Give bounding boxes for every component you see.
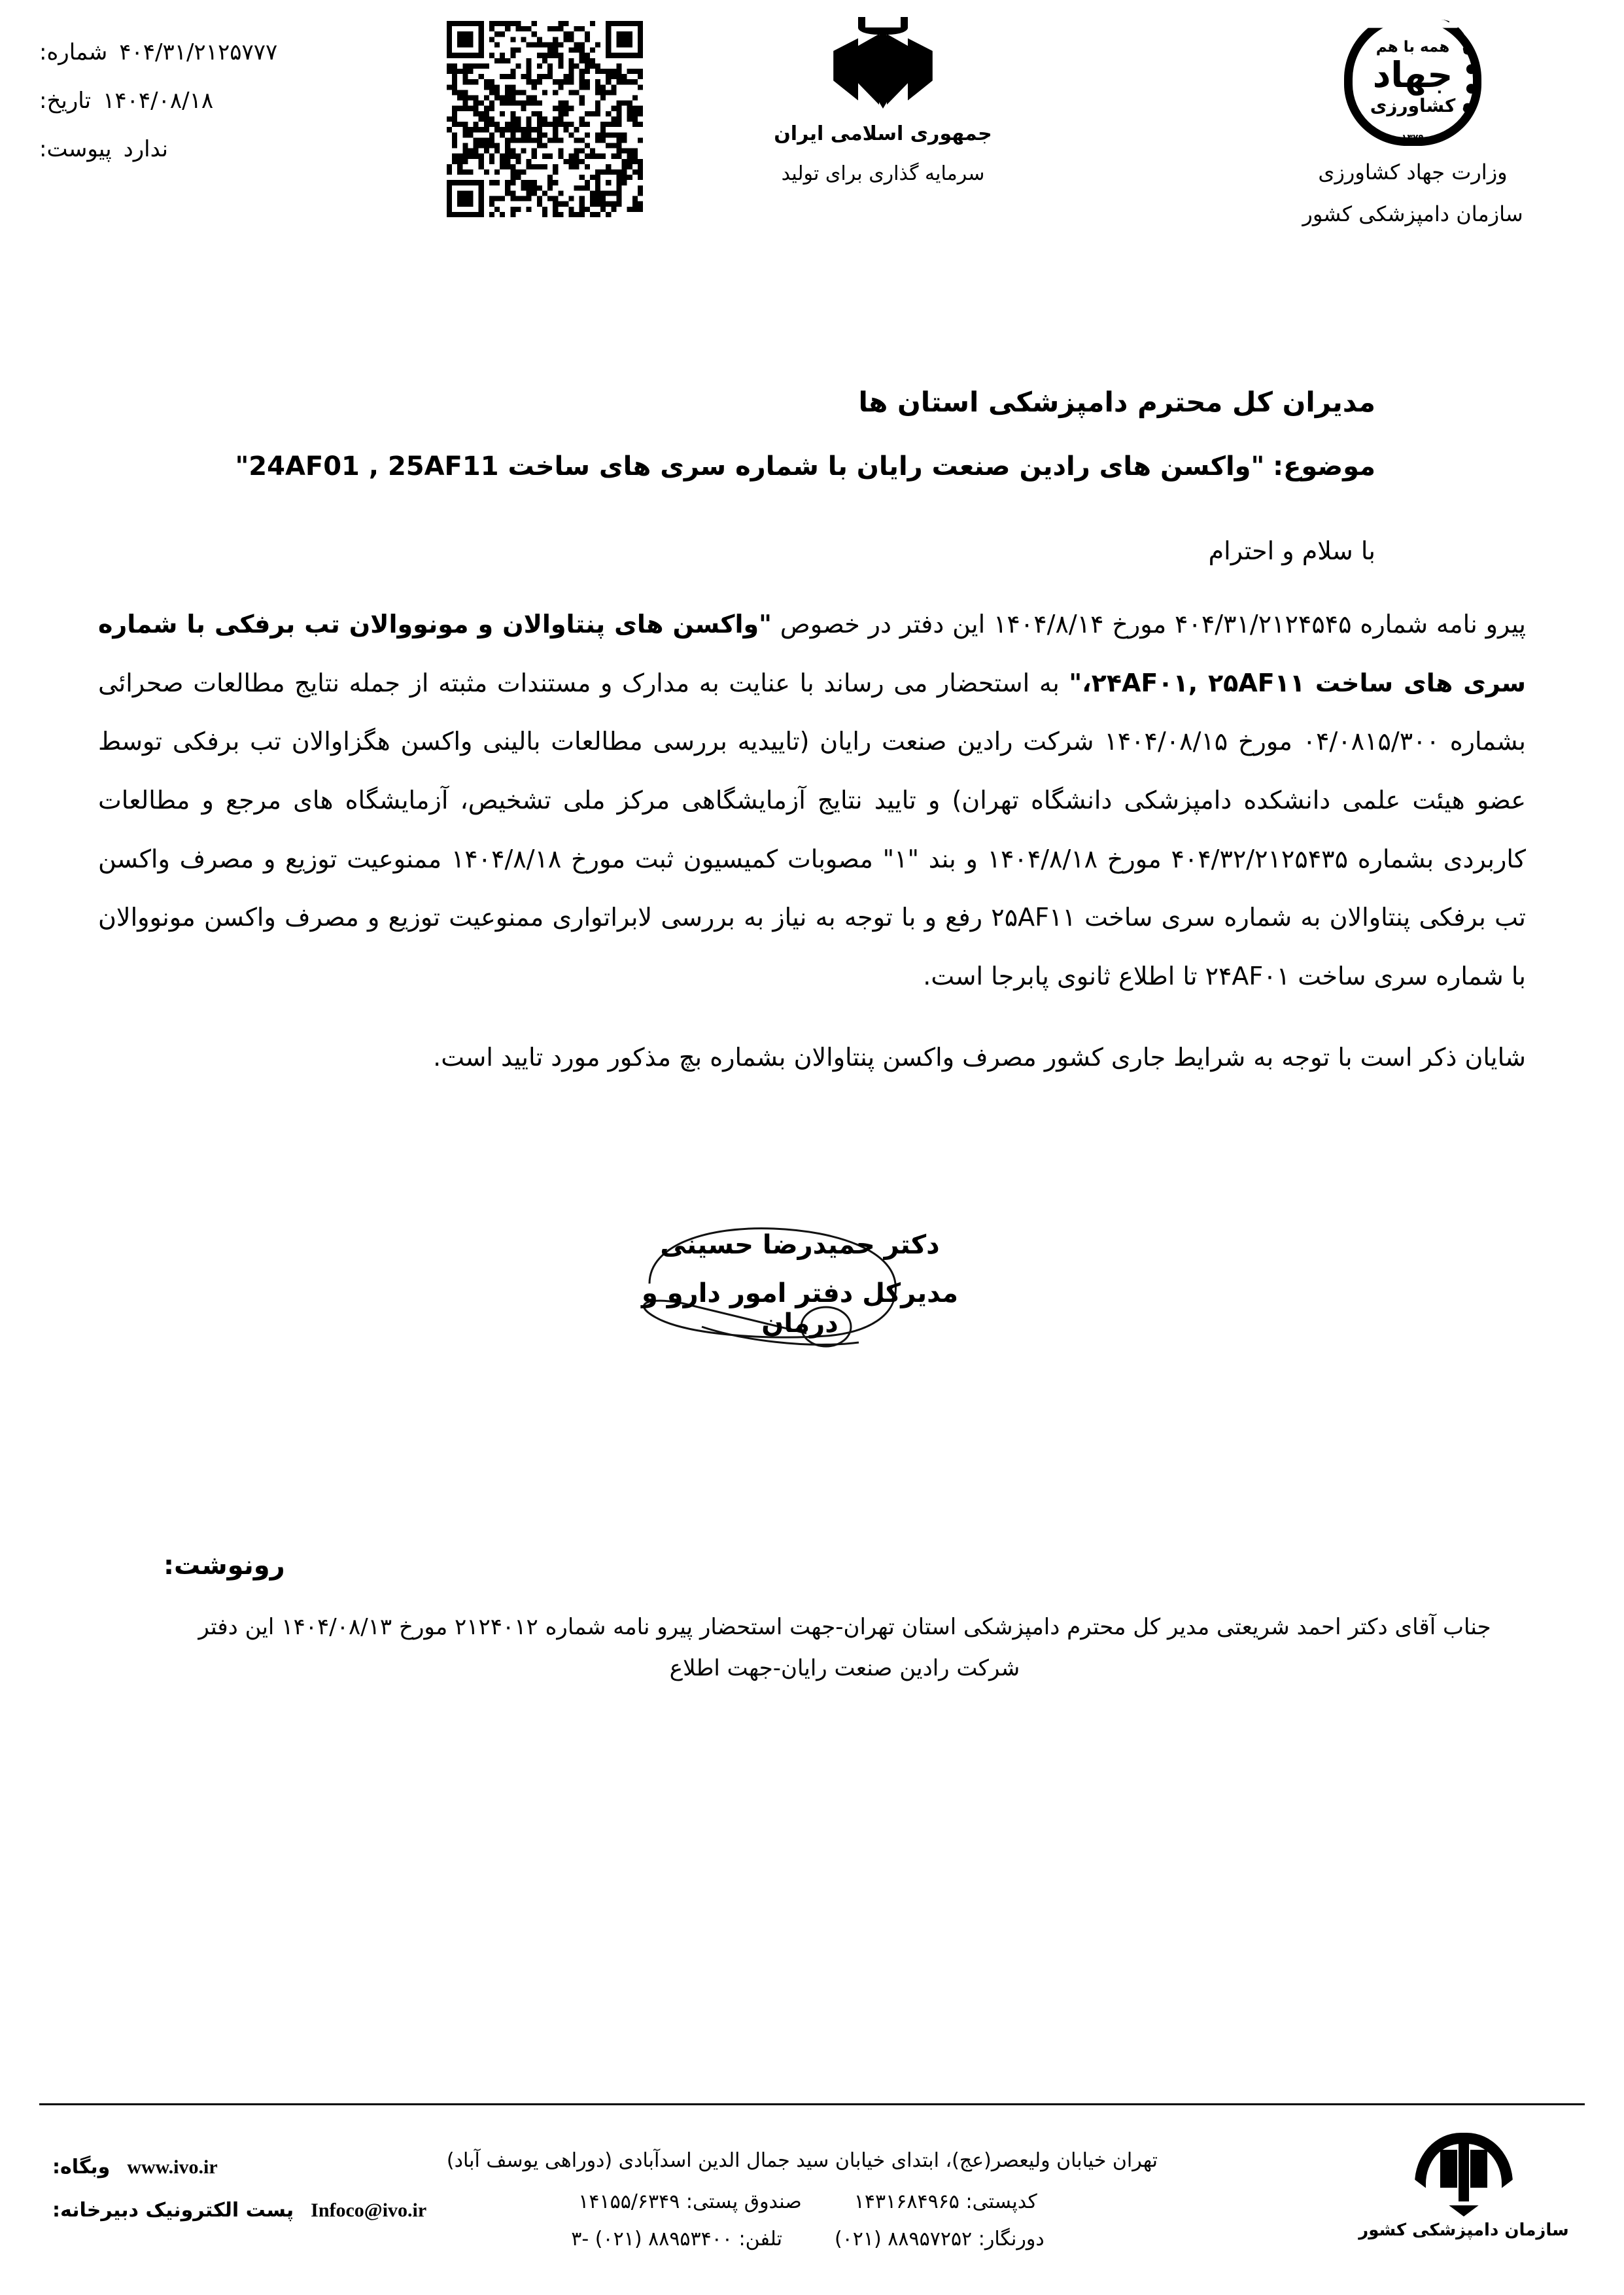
postal-code-label: کدپستی: xyxy=(965,2190,1037,2213)
letter-body xyxy=(98,595,1526,1034)
website-row[interactable] xyxy=(52,2146,432,2189)
ivo-shield-icon xyxy=(1415,2133,1513,2216)
national-emblem-caption: جمهوری اسلامی ایران xyxy=(774,122,992,145)
metadata-row-date xyxy=(39,86,406,116)
letter-date-value: ۱۴۰۴/۰۸/۱۸ xyxy=(103,87,214,114)
national-emblem-block xyxy=(739,17,1027,185)
logo-bottom-text: کشاورزی xyxy=(1370,95,1456,117)
letter-number-label: شماره: xyxy=(39,39,108,65)
salutation: با سلام و احترام xyxy=(1208,536,1375,565)
ministry-name: وزارت جهاد کشاورزی xyxy=(1318,160,1508,184)
phone-label: تلفن: xyxy=(738,2228,782,2251)
letterhead xyxy=(0,0,1624,275)
po-box-label: صندوق پستی: xyxy=(685,2190,802,2213)
fax-group xyxy=(835,2220,1045,2258)
logo-year-text: ۱۳۷۹ xyxy=(1401,132,1425,143)
email-label: پست الکترونیک دبیرخانه: xyxy=(52,2199,294,2222)
signature-block xyxy=(617,1230,983,1339)
footer xyxy=(39,2126,1585,2290)
copies-block xyxy=(164,1550,1526,1689)
metadata-row-attachment xyxy=(39,135,406,165)
email-value[interactable]: Infoco@ivo.ir xyxy=(311,2199,427,2221)
iran-emblem-icon xyxy=(831,17,935,118)
organization-block xyxy=(1230,12,1596,230)
letter-date-label: تاریخ: xyxy=(39,87,92,114)
attachment-value: ندارد xyxy=(123,135,168,162)
subject-value: "واکسن های رادین صنعت رایان با شماره سری های ساخت 24AF01 , 25AF11" xyxy=(235,451,1265,482)
logo-top-text: همه با هم xyxy=(1375,39,1450,56)
postal-code-group xyxy=(854,2183,1037,2220)
para1-part2: به استحضار می رساند با عنایت به مدارک و مستندات مثبته از جمله نتایج مطالعات صحرائی بشماره ۰۴/۰۸۱۵/۳۰۰ مورخ ۱۴۰۴/۰۸/۱۵ شرکت رادین صنعت رایان (تاییدیه بررسی مطالعات بالینی واکسن هگزاوالان تب برفکی توسط عضو هیئت علمی دانشکده دامپزشکی دانشگاه تهران) و تایید نتایج آزمایشگاهی مرکز ملی تشخیص، آزمایشگاه های مرجع و مطالعات کاربردی بشماره ۴۰۴/۳۲/۲۱۲۵۴۳۵ مورخ ۱۴۰۴/۸/۱۸ و بند "۱" مصوبات کمیسیون ثبت مورخ ۱۴۰۴/۸/۱۸ ممنوعیت توزیع و مصرف واکسن تب برفکی پنتاوالان به شماره سری ساخت ۲۵AF۱۱ رفع و با توجه به نیاز به بررسی لابراتواری ممنوعیت توزیع و مصرف واکسن مونووالان با شماره سری ساخت ۲۴AF۰۱ تا اطلاع ثانوی پابرجا است. xyxy=(98,668,1526,991)
signer-name: دکتر حمیدرضا حسینی xyxy=(660,1230,940,1260)
footer-phone-row xyxy=(458,2220,1158,2258)
slogan-text: سرمایه گذاری برای تولید xyxy=(781,162,985,185)
jahad-keshavarzi-logo-icon xyxy=(1344,12,1481,146)
letter-number-value: ۴۰۴/۳۱/۲۱۲۵۷۷۷ xyxy=(119,39,278,65)
subject-line xyxy=(235,451,1375,482)
para1-bold-batches: "واکسن های پنتاوالان و مونووالان تب برفکی با شماره سری های ساخت ۲۴AF۰۱, ۲۵AF۱۱،" xyxy=(98,610,1526,697)
footer-address: تهران خیابان ولیعصر(عج)، ابتدای خیابان سید جمال الدین اسدآبادی (دوراهی یوسف آباد) xyxy=(446,2149,1158,2172)
subject-label: موضوع: xyxy=(1273,451,1375,482)
ivo-logo-caption: سازمان دامپزشکی کشور xyxy=(1358,2220,1569,2240)
copies-heading: رونوشت: xyxy=(164,1550,285,1581)
phone-group xyxy=(571,2220,782,2258)
po-box-value: ۱۴۱۵۵/۶۳۴۹ xyxy=(578,2190,680,2213)
email-row[interactable] xyxy=(52,2189,432,2232)
body-paragraph-1 xyxy=(98,595,1526,1006)
ivo-logo-block xyxy=(1356,2133,1572,2240)
copies-item: شرکت رادین صنعت رایان-جهت اطلاع xyxy=(669,1655,1020,1681)
website-label: وبگاه: xyxy=(52,2156,111,2179)
qr-code xyxy=(447,21,643,217)
metadata-row-number xyxy=(39,38,406,68)
footer-web xyxy=(52,2146,432,2232)
para1-part1: پیرو نامه شماره ۴۰۴/۳۱/۲۱۲۴۵۴۵ مورخ ۱۴۰۴/۸/۱۴ این دفتر در خصوص xyxy=(771,610,1526,639)
letter-metadata xyxy=(39,38,406,183)
fax-label: دورنگار: xyxy=(978,2228,1045,2251)
signer-title: مدیرکل دفتر امور دارو و درمان xyxy=(642,1278,958,1339)
fax-value: ۸۸۹۵۷۲۵۲ (۰۲۱) xyxy=(834,2228,973,2251)
recipient-line: مدیران کل محترم دامپزشکی استان ها xyxy=(858,386,1375,418)
body-paragraph-2: شایان ذکر است با توجه به شرایط جاری کشور مصرف واکسن پنتاوالان بشماره بچ مذکور مورد تایید است. xyxy=(433,1043,1526,1072)
copies-item: جناب آقای دکتر احمد شریعتی مدیر کل محترم دامپزشکی استان تهران-جهت استحضار پیرو نامه شماره ۲۱۲۴۰۱۲ مورخ ۱۴۰۴/۰۸/۱۳ این دفتر xyxy=(198,1614,1491,1640)
phone-value: ۸۸۹۵۳۴۰۰ (۰۲۱) -۳ xyxy=(571,2228,733,2251)
footer-postal-row xyxy=(458,2183,1158,2220)
website-value[interactable]: www.ivo.ir xyxy=(127,2156,218,2178)
po-box-group xyxy=(578,2183,802,2220)
footer-divider xyxy=(39,2103,1585,2105)
postal-code-value: ۱۴۳۱۶۸۴۹۶۵ xyxy=(854,2190,959,2213)
attachment-label: پیوست: xyxy=(39,135,112,162)
footer-contact xyxy=(446,2142,1158,2258)
logo-mid-text: جهاد xyxy=(1372,54,1453,96)
organization-name: سازمان دامپزشکی کشور xyxy=(1302,201,1523,226)
